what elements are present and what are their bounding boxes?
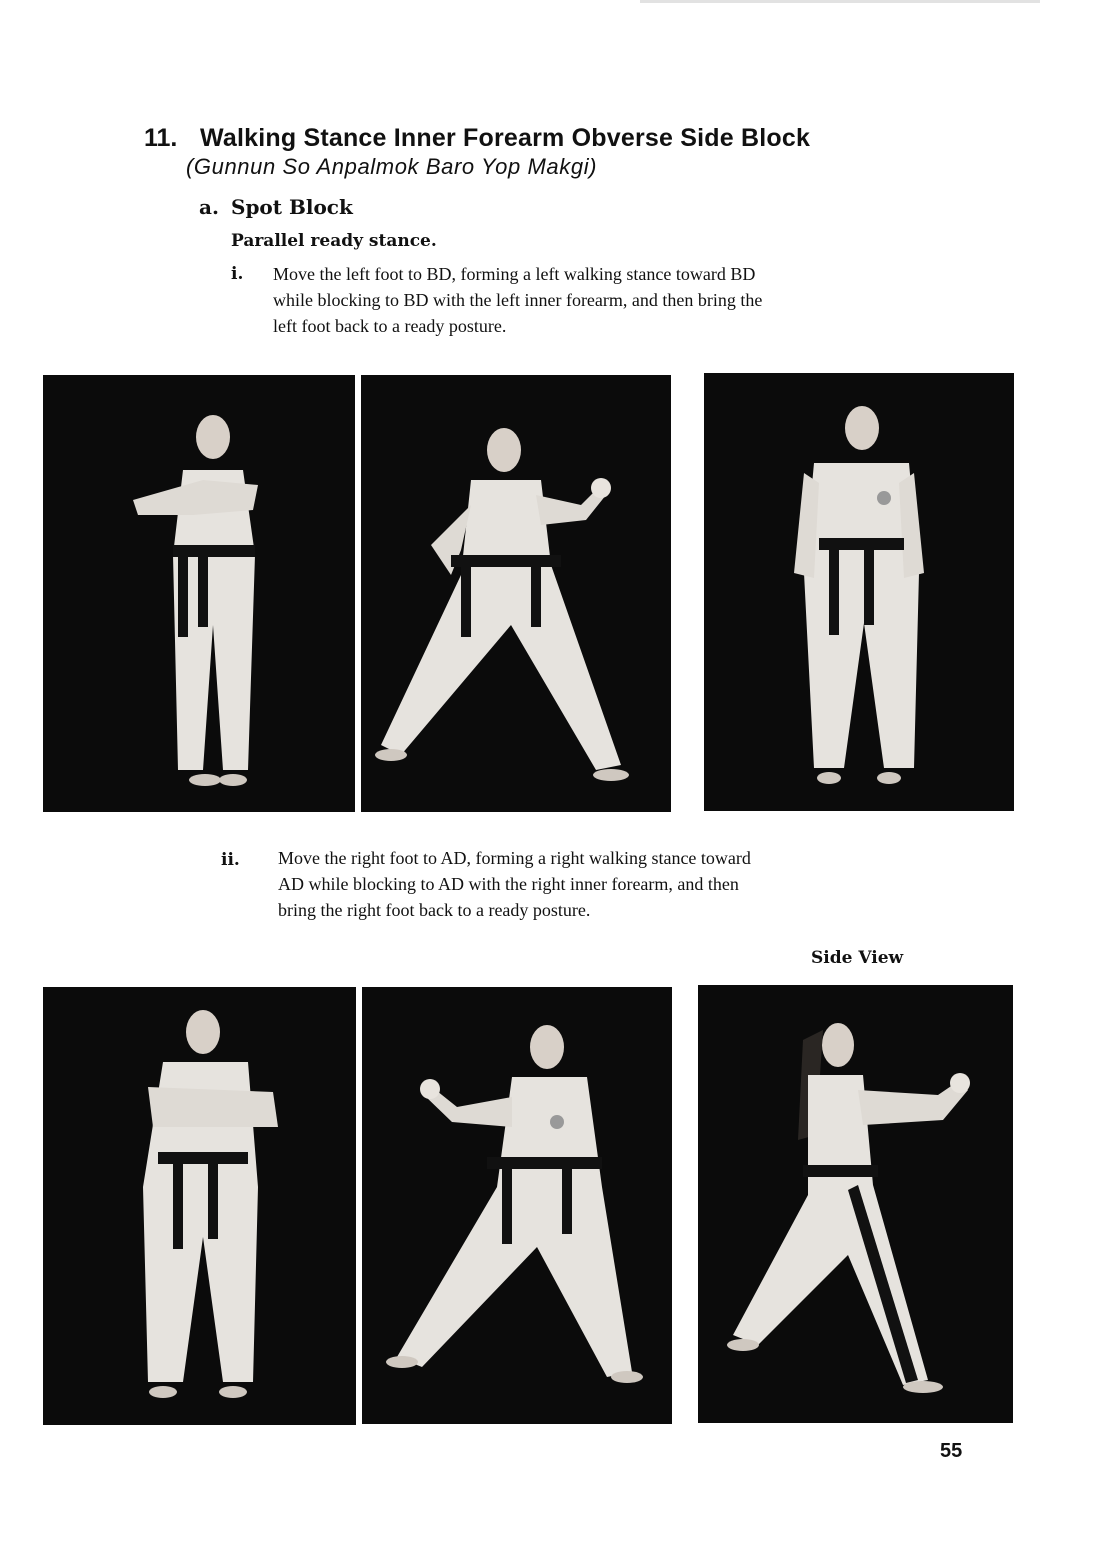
photo-side-view-stance xyxy=(698,985,1013,1423)
side-view-caption: Side View xyxy=(811,948,904,968)
page-number: 55 xyxy=(940,1440,963,1462)
step-ii-line: Move the right foot to AD, forming a right walking stance toward xyxy=(278,848,751,868)
photo-walking-stance-block-ad xyxy=(362,987,672,1424)
step-marker-ii: ii. xyxy=(221,850,240,870)
exercise-korean-name: (Gunnun So Anpalmok Baro Yop Makgi) xyxy=(186,154,598,179)
section-title: Spot Block xyxy=(231,195,353,219)
step-text-i xyxy=(273,261,762,339)
photo-ready-looking-right xyxy=(43,987,356,1425)
starting-stance: Parallel ready stance. xyxy=(231,231,437,251)
photo-walking-stance-block-bd xyxy=(361,375,671,812)
step-ii-line: bring the right foot back to a ready posture. xyxy=(278,900,591,920)
scan-edge-line xyxy=(640,0,1040,3)
step-i-line: while blocking to BD with the left inner forearm, and then bring the xyxy=(273,290,763,310)
step-i-line: left foot back to a ready posture. xyxy=(273,316,507,336)
section-marker: a. xyxy=(199,195,219,219)
step-text-ii xyxy=(278,845,751,923)
photo-return-ready-posture xyxy=(704,373,1014,811)
photo-ready-crossed-arms xyxy=(43,375,355,812)
exercise-title: Walking Stance Inner Forearm Obverse Side Block xyxy=(200,124,811,152)
step-ii-line: AD while blocking to AD with the right inner forearm, and then xyxy=(278,874,739,894)
exercise-number: 11. xyxy=(144,124,178,152)
step-marker-i: i. xyxy=(231,264,244,284)
step-i-line: Move the left foot to BD, forming a left walking stance toward BD xyxy=(273,264,756,284)
